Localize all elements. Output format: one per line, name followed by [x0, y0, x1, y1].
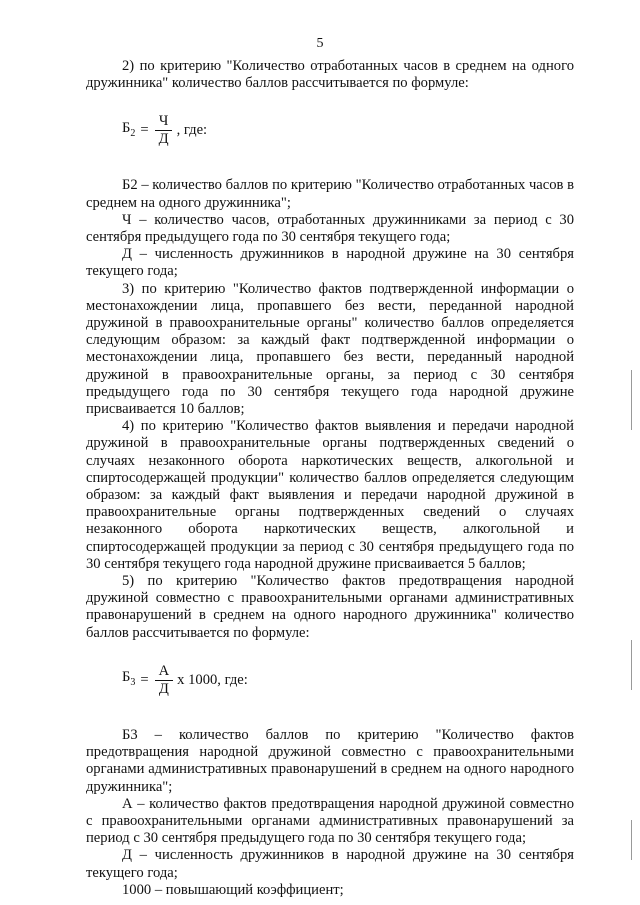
paragraph-coefficient: 1000 – повышающий коэффициент; [122, 881, 344, 898]
formula-b3-equals: = [140, 671, 149, 688]
formula-b2-lhs: $Б_2$ [122, 119, 136, 139]
scan-edge-mark [631, 640, 632, 690]
paragraph-a-definition: А – количество фактов предотвращения народной дружиной совместно с правоохранительными органами административных правонарушений за период с 30 сентября предыдущего года по 30 сентября текущего года; [86, 795, 574, 847]
formula-b3-numerator: А [155, 664, 174, 681]
formula-b3 [122, 664, 574, 697]
scan-edge-mark [631, 370, 632, 430]
document-body [86, 58, 574, 899]
formula-b3-fraction [155, 664, 174, 697]
paragraph-criterion-4: 4) по критерию "Количество фактов выявления и передачи народной дружиной в правоохранительные органы подтвержденных сведений о случаях незаконного оборота наркотических веществ, алкогольной и спиртосодержащей продукции" количество баллов определяется следующим образом: за каждый факт выявления и передачи народной дружиной в правоохранительные органы подтвержденных сведений о случаях незаконного оборота наркотических веществ, алкогольной и спиртосодержащей продукции за период с 30 сентября предыдущего года по 30 сентября текущего года народной дружине присваивается 5 баллов; [86, 418, 574, 572]
paragraph-criterion-2: 2) по критерию "Количество отработанных часов в среднем на одного дружинника" количество баллов рассчитывается по формуле: [86, 58, 574, 92]
paragraph-d-definition-2: Д – численность дружинников в народной дружине на 30 сентября текущего года; [86, 847, 574, 881]
formula-b2-numerator: Ч [155, 114, 173, 131]
formula-b2 [122, 114, 574, 147]
paragraph-d-definition: Д – численность дружинников в народной дружине на 30 сентября текущего года; [86, 246, 574, 280]
formula-b3-suffix: х 1000, где: [177, 671, 248, 688]
formula-b2-denominator: Д [158, 131, 169, 148]
paragraph-criterion-3: 3) по критерию "Количество фактов подтвержденной информации о местонахождении лица, пропавшего без вести, переданной народной дружиной в правоохранительные органы" количество баллов определяется следующим образом: за каждый факт подтвержденной информации о местонахождении лица, пропавшего без вести, переданный народной дружиной в правоохранительные органы, за период с 30 сентября предыдущего года по 30 сентября текущего года народной дружине присваивается 10 баллов; [86, 280, 574, 418]
formula-b2-fraction [155, 114, 173, 147]
paragraph-criterion-5: 5) по критерию "Количество фактов предотвращения народной дружиной совместно с правоохранительными органами административных правонарушений в среднем на одного народного дружинника" количество баллов рассчитывается по формуле: [86, 573, 574, 641]
formula-b2-equals: = [140, 122, 149, 139]
paragraph-b2-definition: Б2 – количество баллов по критерию "Количество отработанных часов в среднем на одного дружинника"; [86, 177, 574, 211]
page-number: 5 [316, 36, 324, 51]
formula-b2-suffix: , где: [176, 122, 208, 139]
paragraph-ch-definition: Ч – количество часов, отработанных дружинниками за период с 30 сентября предыдущего года по 30 сентября текущего года; [86, 211, 574, 246]
formula-b3-lhs: $Б_3$ [122, 669, 136, 689]
paragraph-b3-definition: Б3 – количество баллов по критерию "Количество фактов предотвращения народной дружиной совместно с правоохранительными органами административных правонарушений в среднем на одного народного дружинника"; [86, 726, 574, 795]
formula-b3-denominator: Д [158, 680, 169, 697]
scan-edge-mark [631, 820, 632, 860]
